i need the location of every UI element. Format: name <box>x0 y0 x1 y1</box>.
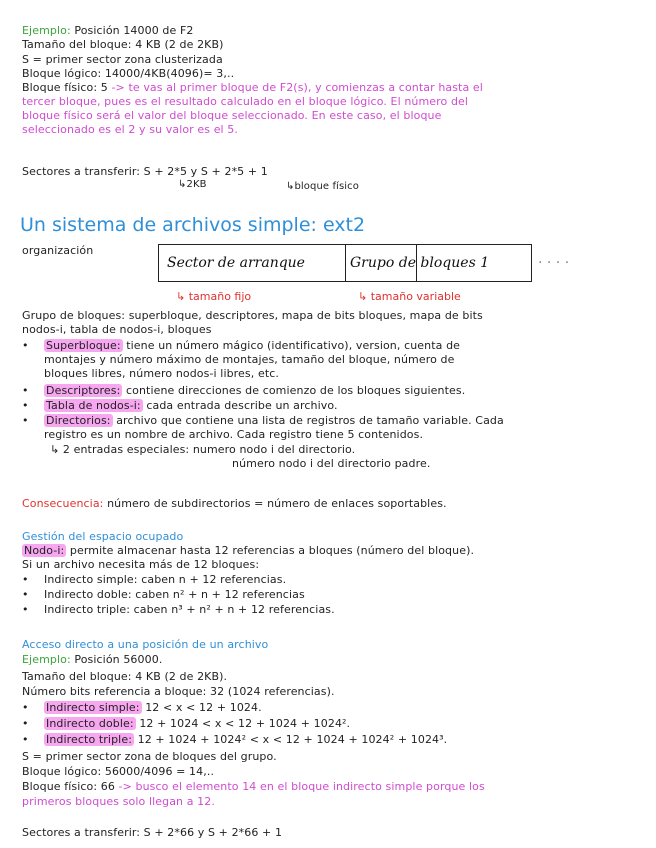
bullet: • <box>22 399 29 412</box>
list-item <box>44 384 465 398</box>
list-item <box>44 733 447 747</box>
term-highlight: Nodo-i: <box>24 544 65 557</box>
subsection-title: Gestión del espacio ocupado <box>22 530 184 543</box>
sectors-line: Sectores a transferir: S + 2*66 y S + 2*66 + 1 <box>22 826 283 839</box>
text-line: Si un archivo necesita más de 12 bloques: <box>22 558 260 571</box>
list-item: Indirecto triple: caben n³ + n² + n + 12 referencias. <box>44 603 335 616</box>
list-item-cont: ↳ 2 entradas especiales: numero nodo i del directorio. <box>50 443 356 456</box>
annotation: primeros bloques solo llegan a 12. <box>22 795 215 808</box>
text-line: S = primer sector zona de bloques del grupo. <box>22 750 277 763</box>
annotation: -> te vas al primer bloque de F2(s), y comienzas a contar hasta el <box>107 81 483 94</box>
sectors-line: Sectores a transferir: S + 2*5 y S + 2*5 + 1 <box>22 165 268 178</box>
arrow-note: ↳ tamaño variable <box>358 290 461 303</box>
term-highlight: Descriptores: <box>46 384 121 397</box>
org-label: organización <box>22 244 94 257</box>
list-item <box>44 701 262 715</box>
bullet: • <box>22 573 29 586</box>
list-item-cont: número nodo i del directorio padre. <box>232 457 431 470</box>
text-line <box>22 780 485 794</box>
example-value: Posición 56000. <box>74 653 163 666</box>
arrow-note: ↳ tamaño fijo <box>176 290 252 303</box>
bullet: • <box>22 733 29 746</box>
item-text: 12 < x < 12 + 1024. <box>141 701 262 714</box>
item-text: tiene un número mágico (identificativo), version, cuenta de <box>122 339 461 352</box>
diagram-label: Sector de arranque <box>167 255 305 271</box>
bullet: • <box>22 717 29 730</box>
term-highlight: Tabla de nodos-i: <box>46 399 141 412</box>
bullet: • <box>22 339 29 352</box>
consequence-label: Consecuencia: <box>22 497 104 510</box>
list-item-cont: montajes y número máximo de montajes, tamaño del bloque, número de <box>44 353 455 366</box>
item-text: contiene direcciones de comienzo de los bloques siguientes. <box>122 384 466 397</box>
text-line: Tamaño del bloque: 4 KB (2 de 2KB). <box>22 670 228 683</box>
consequence-text: número de subdirectorios = número de enlaces soportables. <box>103 497 447 510</box>
term-highlight: Indirecto triple: <box>46 733 132 746</box>
item-text: 12 + 1024 < x < 12 + 1024 + 1024². <box>135 717 351 730</box>
list-item <box>44 414 504 428</box>
annotation: bloque físico será el valor del bloque seleccionado. En este caso, el bloque <box>22 109 442 122</box>
text-line: Bloque lógico: 56000/4096 = 14,.. <box>22 765 215 778</box>
bloque-fisico-label: Bloque físico: 66 <box>22 780 115 793</box>
list-item-cont: bloques libres, número nodos-i libres, etc. <box>44 367 279 380</box>
example-2-line <box>22 653 162 667</box>
diagram-label: Grupo de bloques 1 <box>350 255 490 271</box>
bullet: • <box>22 414 29 427</box>
example-label: Ejemplo: <box>22 653 71 666</box>
list-item: Indirecto doble: caben n² + n + 12 referencias <box>44 588 305 601</box>
list-item: Indirecto simple: caben n + 12 referencias. <box>44 573 287 586</box>
text-line: Tamaño del bloque: 4 KB (2 de 2KB) <box>22 38 224 51</box>
example-1-line <box>22 24 194 38</box>
diagram-dots: · · · · <box>538 255 570 271</box>
bloque-fisico-label: Bloque físico: 5 <box>22 81 108 94</box>
section-heading: Un sistema de archivos simple: ext2 <box>20 214 366 236</box>
list-item <box>44 399 338 413</box>
annotation: -> busco el elemento 14 en el bloque indirecto simple porque los <box>114 780 485 793</box>
item-text: permite almacenar hasta 12 referencias a bloques (número del bloque). <box>66 544 475 557</box>
bullet: • <box>22 701 29 714</box>
term-highlight: Indirecto simple: <box>46 701 140 714</box>
term-highlight: Indirecto doble: <box>46 717 134 730</box>
list-item-cont: registro es un nombre de archivo. Cada registro tiene 5 contenidos. <box>44 428 424 441</box>
text-line <box>22 544 474 558</box>
text-line: Grupo de bloques: superbloque, descriptores, mapa de bits bloques, mapa de bits <box>22 309 483 322</box>
consequence-line <box>22 497 447 511</box>
list-item <box>44 339 460 353</box>
annotation: tercer bloque, pues es el resultado calculado en el bloque lógico. El número del <box>22 95 469 108</box>
text-line: Bloque lógico: 14000/4KB(4096)= 3,.. <box>22 67 235 80</box>
list-item <box>44 717 350 731</box>
sub-annotation: ↳2KB <box>178 179 207 190</box>
example-value: Posición 14000 de F2 <box>74 24 194 37</box>
text-line: S = primer sector zona clusterizada <box>22 53 223 66</box>
example-label: Ejemplo: <box>22 24 71 37</box>
bullet: • <box>22 384 29 397</box>
text-line: Número bits referencia a bloque: 32 (1024 referencias). <box>22 685 335 698</box>
term-highlight: Superbloque: <box>46 339 121 352</box>
sub-annotation: ↳bloque físico <box>286 181 359 192</box>
item-text: 12 + 1024 + 1024² < x < 12 + 1024 + 1024² + 1024³. <box>134 733 448 746</box>
bullet: • <box>22 603 29 616</box>
bullet: • <box>22 588 29 601</box>
term-highlight: Directorios: <box>46 414 111 427</box>
annotation: seleccionado es el 2 y su valor es el 5. <box>22 123 239 136</box>
subsection-title: Acceso directo a una posición de un archivo <box>22 638 269 651</box>
item-text: cada entrada describe un archivo. <box>142 399 338 412</box>
text-line <box>22 81 483 95</box>
text-line: nodos-i, tabla de nodos-i, bloques <box>22 323 212 336</box>
item-text: archivo que contiene una lista de registros de tamaño variable. Cada <box>112 414 504 427</box>
